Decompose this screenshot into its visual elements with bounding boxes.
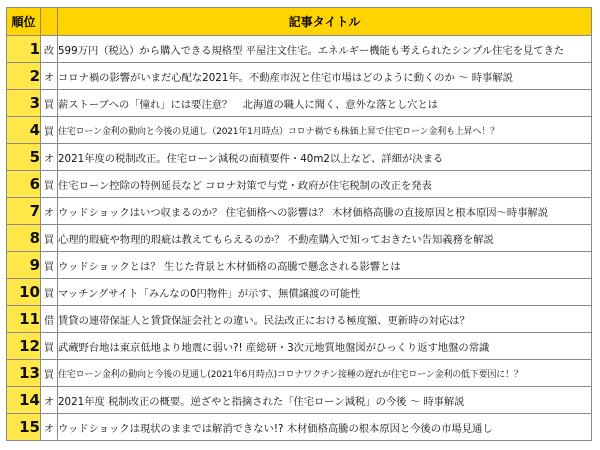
table-row [7, 252, 592, 279]
article-title-link[interactable]: 599万円（税込）から購入できる規格型 平屋注文住宅。エネルギー機能も考えられたシンプル住宅を見てきた [58, 36, 592, 63]
article-title-link[interactable]: 心理的瑕疵や物理的瑕疵は教えてもらえるのか？ 不動産購入で知っておきたい告知義務を解説 [58, 225, 592, 252]
category-badge: オ [41, 198, 58, 225]
article-title-link[interactable]: 住宅ローン金利の動向と今後の見通し(2021年6月時点)コロナワクチン接種の遅れが住宅ローン金利の低下要因に！？ [58, 360, 592, 387]
rank-column-header: 順位 [7, 8, 41, 36]
article-title-link[interactable]: コロナ禍の影響がいまだ心配な2021年。不動産市況と住宅市場はどのように動くのか ～ 時事解説 [58, 63, 592, 90]
category-badge: 借 [41, 306, 58, 333]
article-title-link[interactable]: 賃貸の連帯保証人と賃貸保証会社との違い。民法改正における極度額、更新時の対応は？ [58, 306, 592, 333]
table-row [7, 414, 592, 441]
category-badge: 買 [41, 333, 58, 360]
category-badge: オ [41, 414, 58, 441]
table-row [7, 225, 592, 252]
category-badge: 改 [41, 36, 58, 63]
article-title-link[interactable]: ウッドショックとは？ 生じた背景と木材価格の高騰で懸念される影響とは [58, 252, 592, 279]
table-row [7, 144, 592, 171]
category-badge: 買 [41, 225, 58, 252]
table-row [7, 36, 592, 63]
category-badge: 買 [41, 252, 58, 279]
category-badge: 買 [41, 279, 58, 306]
table-row [7, 387, 592, 414]
article-ranking-table [6, 7, 592, 441]
article-title-link[interactable]: 2021年度 税制改正の概要。逆ざやと指摘された「住宅ローン減税」の今後 ～ 時事解説 [58, 387, 592, 414]
article-title-link[interactable]: ウッドショックは現状のままでは解消できない!? 木材価格高騰の根本原因と今後の市場見通し [58, 414, 592, 441]
table-row [7, 306, 592, 333]
rank-number: 5 [7, 144, 41, 171]
rank-number: 10 [7, 279, 41, 306]
category-badge: 買 [41, 90, 58, 117]
table-body [7, 36, 592, 441]
table-header-row [7, 8, 592, 36]
category-column-header [41, 8, 58, 36]
rank-number: 15 [7, 414, 41, 441]
category-badge: オ [41, 387, 58, 414]
title-column-header: 記事タイトル [58, 8, 592, 36]
rank-number: 8 [7, 225, 41, 252]
rank-number: 2 [7, 63, 41, 90]
table-row [7, 360, 592, 387]
article-title-link[interactable]: 住宅ローン金利の動向と今後の見通し（2021年1月時点）コロナ禍でも株価上昇で住宅ローン金利も上昇へ！？ [58, 117, 592, 144]
rank-number: 14 [7, 387, 41, 414]
rank-number: 7 [7, 198, 41, 225]
table-row [7, 117, 592, 144]
category-badge: オ [41, 63, 58, 90]
article-title-link[interactable]: 住宅ローン控除の特例延長など コロナ対策で与党・政府が住宅税制の改正を発表 [58, 171, 592, 198]
rank-number: 9 [7, 252, 41, 279]
table-row [7, 333, 592, 360]
table-row [7, 63, 592, 90]
rank-number: 6 [7, 171, 41, 198]
category-badge: 買 [41, 360, 58, 387]
table-row [7, 198, 592, 225]
rank-number: 12 [7, 333, 41, 360]
rank-number: 11 [7, 306, 41, 333]
rank-number: 13 [7, 360, 41, 387]
article-title-link[interactable]: ウッドショックはいつ収まるのか？ 住宅価格への影響は？ 木材価格高騰の直接原因と根本原因～時事解説 [58, 198, 592, 225]
rank-number: 4 [7, 117, 41, 144]
table-row [7, 279, 592, 306]
article-title-link[interactable]: マッチングサイト「みんなの0円物件」が示す、無償譲渡の可能性 [58, 279, 592, 306]
rank-number: 3 [7, 90, 41, 117]
table-row [7, 171, 592, 198]
article-title-link[interactable]: 武蔵野台地は東京低地より地震に弱い?! 産総研・3次元地質地盤図がひっくり返す地盤の常識 [58, 333, 592, 360]
article-title-link[interactable]: 薪ストーブへの「憧れ」には要注意？ 北海道の職人に聞く、意外な落とし穴とは [58, 90, 592, 117]
category-badge: オ [41, 144, 58, 171]
article-title-link[interactable]: 2021年度の税制改正。住宅ローン減税の面積要件・40m2以上など、詳細が決まる [58, 144, 592, 171]
rank-number: 1 [7, 36, 41, 63]
category-badge: 買 [41, 171, 58, 198]
table-row [7, 90, 592, 117]
category-badge: 買 [41, 117, 58, 144]
